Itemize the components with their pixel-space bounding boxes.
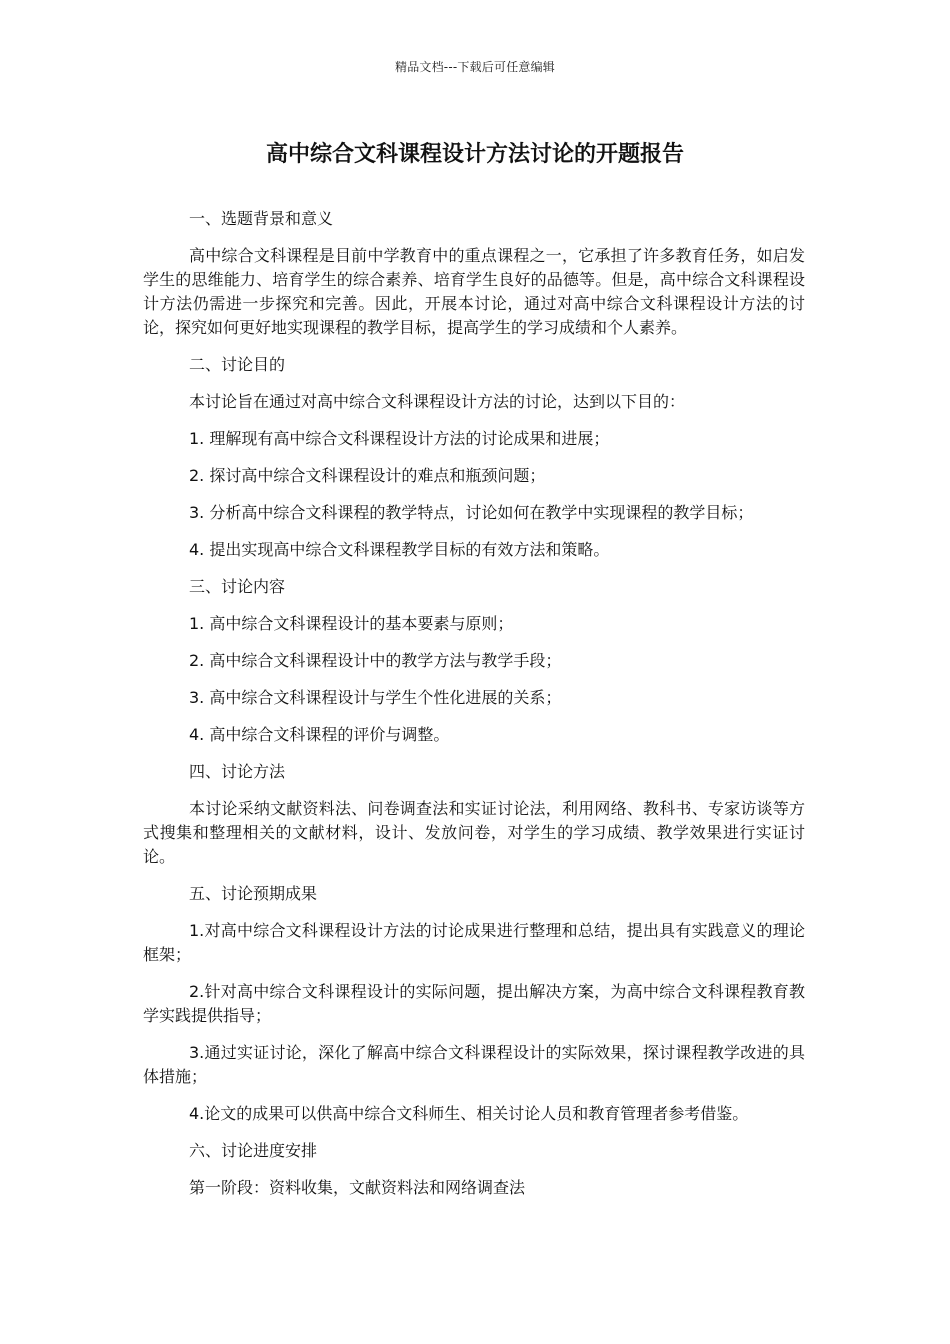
section-heading-content: 三、讨论内容 — [189, 577, 286, 596]
document-body — [143, 207, 805, 1213]
section-heading-schedule: 六、讨论进度安排 — [189, 1141, 318, 1160]
list-item-content-4: 4. 高中综合文科课程的评价与调整。 — [189, 725, 450, 744]
list-item-purpose-3: 3. 分析高中综合文科课程的教学特点，讨论如何在教学中实现课程的教学目标； — [189, 503, 754, 522]
section-heading-background: 一、选题背景和意义 — [189, 209, 334, 228]
paragraph-method: 本讨论采纳文献资料法、问卷调查法和实证讨论法，利用网络、教科书、专家访谈等方式搜集和整理相关的文献材料，设计、发放问卷，对学生的学习成绩、教学效果进行实证讨论。 — [143, 799, 805, 866]
paragraph-purpose-intro: 本讨论旨在通过对高中综合文科课程设计方法的讨论，达到以下目的： — [189, 392, 686, 411]
list-item-outcome-1: 1.对高中综合文科课程设计方法的讨论成果进行整理和总结，提出具有实践意义的理论框架； — [143, 921, 805, 964]
list-item-content-3: 3. 高中综合文科课程设计与学生个性化进展的关系； — [189, 688, 562, 707]
section-heading-purpose: 二、讨论目的 — [189, 355, 286, 374]
list-item-content-1: 1. 高中综合文科课程设计的基本要素与原则； — [189, 614, 514, 633]
header-note: 精品文档---下载后可任意编辑 — [395, 60, 555, 74]
list-item-purpose-2: 2. 探讨高中综合文科课程设计的难点和瓶颈问题； — [189, 466, 546, 485]
list-item-outcome-4: 4.论文的成果可以供高中综合文科师生、相关讨论人员和教育管理者参考借鉴。 — [189, 1104, 749, 1123]
list-item-content-2: 2. 高中综合文科课程设计中的教学方法与教学手段； — [189, 651, 562, 670]
list-item-purpose-1: 1. 理解现有高中综合文科课程设计方法的讨论成果和进展； — [189, 429, 610, 448]
section-heading-method: 四、讨论方法 — [189, 762, 286, 781]
list-item-purpose-4: 4. 提出实现高中综合文科课程教学目标的有效方法和策略。 — [189, 540, 610, 559]
section-heading-outcomes: 五、讨论预期成果 — [189, 884, 318, 903]
document-title: 高中综合文科课程设计方法讨论的开题报告 — [265, 142, 684, 167]
list-item-outcome-3: 3.通过实证讨论，深化了解高中综合文科课程设计的实际效果，探讨课程教学改进的具体措施； — [143, 1043, 805, 1086]
paragraph-background: 高中综合文科课程是目前中学教育中的重点课程之一，它承担了许多教育任务，如启发学生的思维能力、培育学生的综合素养、培育学生良好的品德等。但是，高中综合文科课程设计方法仍需进一步探究和完善。因此，开展本讨论，通过对高中综合文科课程设计方法的讨论，探究如何更好地实现课程的教学目标，提高学生的学习成绩和个人素养。 — [143, 246, 805, 337]
list-item-outcome-2: 2.针对高中综合文科课程设计的实际问题，提出解决方案，为高中综合文科课程教育教学实践提供指导； — [143, 982, 805, 1025]
paragraph-schedule-stage-1: 第一阶段：资料收集，文献资料法和网络调查法 — [189, 1178, 526, 1197]
